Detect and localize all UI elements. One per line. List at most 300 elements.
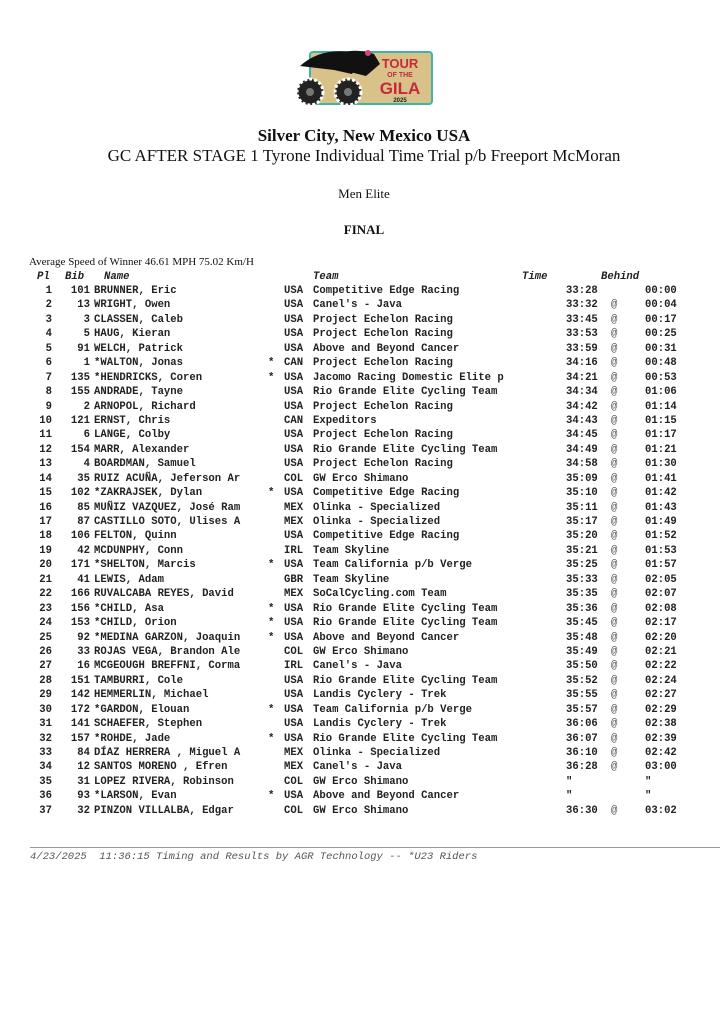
time: 35:09 xyxy=(566,472,598,485)
status-label: FINAL xyxy=(343,222,385,237)
country: USA xyxy=(284,559,304,572)
u23-marker: * xyxy=(268,617,275,630)
time: 34:21 xyxy=(566,371,598,384)
at-marker: @ xyxy=(611,559,618,572)
table-row xyxy=(0,689,728,703)
at-marker: @ xyxy=(611,674,618,687)
table-row xyxy=(0,473,728,487)
time-behind: 01:49 xyxy=(645,516,677,528)
country: USA xyxy=(284,429,304,442)
rider-name: LOPEZ RIVERA, Robinson xyxy=(94,775,234,788)
team-name: GW Erco Shimano xyxy=(313,645,409,658)
bib: 171 xyxy=(70,559,90,572)
place: 23 xyxy=(39,602,52,615)
team-name: Competitive Edge Racing xyxy=(313,530,460,543)
place: 34 xyxy=(39,761,52,774)
rider-name: PINZON VILLALBA, Edgar xyxy=(94,804,234,817)
bib: 92 xyxy=(77,631,90,644)
time-behind: " xyxy=(645,790,652,803)
time-behind: 00:17 xyxy=(645,313,677,326)
bib: 102 xyxy=(70,487,90,500)
rider-name: *SHELTON, Marcis xyxy=(94,559,196,572)
bib: 85 xyxy=(77,501,90,514)
place: 10 xyxy=(39,414,52,427)
team-name: Rio Grande Elite Cycling Team xyxy=(313,617,498,630)
table-row xyxy=(0,733,728,747)
team-name: Above and Beyond Cancer xyxy=(313,631,460,644)
table-row xyxy=(0,386,728,400)
at-marker: @ xyxy=(611,400,618,413)
bib: 93 xyxy=(77,790,90,803)
table-row xyxy=(0,285,728,299)
time-behind: 02:17 xyxy=(645,617,677,630)
team-name: Expeditors xyxy=(313,414,377,427)
bib: 42 xyxy=(77,544,90,557)
bib: 91 xyxy=(77,342,90,355)
rider-name: *GARDON, Elouan xyxy=(94,703,190,716)
bib: 141 xyxy=(70,718,90,731)
country: USA xyxy=(284,342,304,355)
logo-line3: GILA xyxy=(379,79,421,98)
at-marker: @ xyxy=(611,429,618,442)
at-marker: @ xyxy=(611,631,618,644)
table-row xyxy=(0,704,728,718)
cyclist-logo-icon xyxy=(290,44,436,108)
bib: 142 xyxy=(70,689,90,702)
place: 27 xyxy=(39,660,52,673)
country: USA xyxy=(284,790,304,803)
u23-marker: * xyxy=(268,732,275,745)
category-label: Men Elite xyxy=(338,186,390,201)
at-marker: @ xyxy=(611,732,618,745)
team-name: Project Echelon Racing xyxy=(313,429,453,442)
time: 35:10 xyxy=(566,487,598,500)
time: " xyxy=(566,790,573,803)
table-row xyxy=(0,632,728,646)
team-name: SoCalCycling.com Team xyxy=(313,588,447,601)
country: MEX xyxy=(284,761,304,774)
bib: 13 xyxy=(77,299,90,312)
col-behind: Behind xyxy=(601,271,640,283)
rider-name: RUVALCABA REYES, David xyxy=(94,588,234,601)
country: COL xyxy=(284,645,304,658)
table-row xyxy=(0,718,728,732)
time: 35:55 xyxy=(566,689,598,702)
country: CAN xyxy=(284,357,304,370)
place: 21 xyxy=(39,573,52,586)
place: 7 xyxy=(45,371,52,384)
bib: 5 xyxy=(83,328,90,341)
time-behind: 00:48 xyxy=(645,357,677,370)
bib: 1 xyxy=(83,357,90,370)
at-marker: @ xyxy=(611,414,618,427)
table-row xyxy=(0,328,728,342)
stage-title: GC AFTER STAGE 1 Tyrone Individual Time Trial p/b Freeport McMoran xyxy=(107,146,621,165)
time-behind: 02:21 xyxy=(645,645,677,658)
at-marker: @ xyxy=(611,718,618,731)
team-name: Project Echelon Racing xyxy=(313,357,453,370)
at-marker: @ xyxy=(611,804,618,817)
country: COL xyxy=(284,804,304,817)
time: 35:52 xyxy=(566,674,598,687)
place: 4 xyxy=(45,328,52,341)
time: 34:42 xyxy=(566,400,598,413)
at-marker: @ xyxy=(611,544,618,557)
table-row xyxy=(0,299,728,313)
time-behind: 01:53 xyxy=(645,544,677,557)
place: 16 xyxy=(39,501,52,514)
country: USA xyxy=(284,371,304,384)
team-name: Canel's - Java xyxy=(313,299,403,312)
country: USA xyxy=(284,386,304,399)
team-name: Olinka - Specialized xyxy=(313,516,441,528)
rider-name: LEWIS, Adam xyxy=(94,573,164,586)
tour-of-the-gila-logo xyxy=(290,44,436,108)
country: MEX xyxy=(284,516,304,528)
rider-name: *HENDRICKS, Coren xyxy=(94,371,203,384)
table-row xyxy=(0,603,728,617)
country: GBR xyxy=(284,573,304,586)
time: 34:58 xyxy=(566,458,598,471)
col-time: Time xyxy=(522,271,548,283)
time: 35:36 xyxy=(566,602,598,615)
bib: 172 xyxy=(70,703,90,716)
country: USA xyxy=(284,602,304,615)
rider-name: *ZAKRAJSEK, Dylan xyxy=(94,487,203,500)
rider-name: DÍAZ HERRERA , Miguel A xyxy=(94,747,241,759)
country: USA xyxy=(284,718,304,731)
time: 35:49 xyxy=(566,645,598,658)
team-name: GW Erco Shimano xyxy=(313,804,409,817)
team-name: Rio Grande Elite Cycling Team xyxy=(313,602,498,615)
at-marker: @ xyxy=(611,645,618,658)
time: 35:57 xyxy=(566,703,598,716)
time-behind: " xyxy=(645,775,652,788)
place: 35 xyxy=(39,775,52,788)
at-marker: @ xyxy=(611,342,618,355)
u23-marker: * xyxy=(268,357,275,370)
country: USA xyxy=(284,299,304,312)
u23-marker: * xyxy=(268,602,275,615)
rider-name: *MEDINA GARZON, Joaquin xyxy=(94,631,241,644)
table-row xyxy=(0,357,728,371)
time: 36:06 xyxy=(566,718,598,731)
team-name: Project Echelon Racing xyxy=(313,400,453,413)
at-marker: @ xyxy=(611,328,618,341)
team-name: Rio Grande Elite Cycling Team xyxy=(313,443,498,456)
bib: 4 xyxy=(83,458,90,471)
rider-name: MCDUNPHY, Conn xyxy=(94,544,184,557)
place: 11 xyxy=(39,429,52,442)
rider-name: SANTOS MORENO , Efren xyxy=(94,761,228,774)
table-row xyxy=(0,343,728,357)
place: 9 xyxy=(45,400,52,413)
bib: 12 xyxy=(77,761,90,774)
place: 5 xyxy=(45,342,52,355)
table-row xyxy=(0,487,728,501)
time: 35:35 xyxy=(566,588,598,601)
table-row xyxy=(0,415,728,429)
table-row xyxy=(0,530,728,544)
at-marker: @ xyxy=(611,313,618,326)
bib: 135 xyxy=(70,371,90,384)
team-name: Rio Grande Elite Cycling Team xyxy=(313,732,498,745)
team-name: Team California p/b Verge xyxy=(313,703,472,716)
table-row xyxy=(0,516,728,530)
time: 35:25 xyxy=(566,559,598,572)
table-row xyxy=(0,502,728,516)
rider-name: LANGE, Colby xyxy=(94,429,171,442)
at-marker: @ xyxy=(611,530,618,543)
table-row xyxy=(0,401,728,415)
at-marker: @ xyxy=(611,761,618,774)
time-behind: 01:15 xyxy=(645,414,677,427)
time-behind: 03:00 xyxy=(645,761,677,774)
place: 26 xyxy=(39,645,52,658)
time-behind: 00:00 xyxy=(645,285,677,297)
rider-name: ARNOPOL, Richard xyxy=(94,400,196,413)
time: 36:10 xyxy=(566,747,598,759)
col-name: Name xyxy=(104,271,130,283)
table-row xyxy=(0,790,728,804)
at-marker: @ xyxy=(611,689,618,702)
rider-name: CLASSEN, Caleb xyxy=(94,313,184,326)
country: USA xyxy=(284,458,304,471)
u23-marker: * xyxy=(268,703,275,716)
rider-name: ERNST, Chris xyxy=(94,414,171,427)
team-name: Landis Cyclery - Trek xyxy=(313,718,447,731)
time: 34:34 xyxy=(566,386,598,399)
team-name: Landis Cyclery - Trek xyxy=(313,689,447,702)
team-name: Project Echelon Racing xyxy=(313,328,453,341)
table-row xyxy=(0,805,728,819)
team-name: Project Echelon Racing xyxy=(313,458,453,471)
time-behind: 02:42 xyxy=(645,747,677,759)
time-behind: 01:17 xyxy=(645,429,677,442)
at-marker: @ xyxy=(611,703,618,716)
time-behind: 01:30 xyxy=(645,458,677,471)
team-name: Above and Beyond Cancer xyxy=(313,342,460,355)
place: 24 xyxy=(39,617,52,630)
u23-marker: * xyxy=(268,631,275,644)
col-team: Team xyxy=(313,271,339,283)
table-row xyxy=(0,646,728,660)
at-marker: @ xyxy=(611,458,618,471)
table-row xyxy=(0,372,728,386)
rider-name: *WALTON, Jonas xyxy=(94,357,184,370)
time: 34:16 xyxy=(566,357,598,370)
bib: 31 xyxy=(77,775,90,788)
country: MEX xyxy=(284,588,304,601)
bib: 35 xyxy=(77,472,90,485)
place: 30 xyxy=(39,703,52,716)
rider-name: HEMMERLIN, Michael xyxy=(94,689,209,702)
rider-name: HAUG, Kieran xyxy=(94,328,171,341)
bib: 151 xyxy=(70,674,90,687)
country: USA xyxy=(284,443,304,456)
at-marker: @ xyxy=(611,516,618,528)
country: IRL xyxy=(284,544,304,557)
place: 33 xyxy=(39,747,52,759)
rider-name: *CHILD, Asa xyxy=(94,602,164,615)
rider-name: *LARSON, Evan xyxy=(94,790,177,803)
country: USA xyxy=(284,487,304,500)
time: 33:53 xyxy=(566,328,598,341)
country: USA xyxy=(284,530,304,543)
at-marker: @ xyxy=(611,617,618,630)
at-marker: @ xyxy=(611,357,618,370)
time: 34:45 xyxy=(566,429,598,442)
table-row xyxy=(0,617,728,631)
time-behind: 01:52 xyxy=(645,530,677,543)
country: COL xyxy=(284,472,304,485)
time-behind: 02:29 xyxy=(645,703,677,716)
at-marker: @ xyxy=(611,747,618,759)
team-name: Canel's - Java xyxy=(313,761,403,774)
bib: 156 xyxy=(70,602,90,615)
at-marker: @ xyxy=(611,472,618,485)
time: 34:43 xyxy=(566,414,598,427)
footer-text: 4/23/2025 11:36:15 Timing and Results by AGR Technology -- *U23 Riders xyxy=(30,851,478,863)
bib: 101 xyxy=(70,285,90,297)
time: " xyxy=(566,775,573,788)
at-marker: @ xyxy=(611,386,618,399)
team-name: Team Skyline xyxy=(313,544,390,557)
table-row xyxy=(0,776,728,790)
team-name: GW Erco Shimano xyxy=(313,472,409,485)
time: 33:28 xyxy=(566,285,598,297)
place: 6 xyxy=(45,357,52,370)
time: 33:59 xyxy=(566,342,598,355)
bib: 155 xyxy=(70,386,90,399)
bib: 16 xyxy=(77,660,90,673)
bib: 157 xyxy=(70,732,90,745)
place: 17 xyxy=(39,516,52,528)
time-behind: 02:24 xyxy=(645,674,677,687)
bib: 84 xyxy=(77,747,90,759)
time-behind: 01:43 xyxy=(645,501,677,514)
time-behind: 01:41 xyxy=(645,472,677,485)
place: 12 xyxy=(39,443,52,456)
rider-name: BRUNNER, Eric xyxy=(94,285,177,297)
country: USA xyxy=(284,328,304,341)
at-marker: @ xyxy=(611,371,618,384)
time-behind: 00:31 xyxy=(645,342,677,355)
time: 35:50 xyxy=(566,660,598,673)
team-name: Above and Beyond Cancer xyxy=(313,790,460,803)
logo-line1: TOUR xyxy=(381,56,419,71)
table-row xyxy=(0,429,728,443)
time: 36:30 xyxy=(566,804,598,817)
rider-name: WRIGHT, Owen xyxy=(94,299,171,312)
country: USA xyxy=(284,631,304,644)
bib: 106 xyxy=(70,530,90,543)
time-behind: 02:05 xyxy=(645,573,677,586)
country: USA xyxy=(284,617,304,630)
time: 35:11 xyxy=(566,501,598,514)
place: 18 xyxy=(39,530,52,543)
country: MEX xyxy=(284,747,304,759)
location-title: Silver City, New Mexico USA xyxy=(257,126,471,145)
place: 1 xyxy=(45,285,52,297)
time-behind: 00:04 xyxy=(645,299,677,312)
rider-name: WELCH, Patrick xyxy=(94,342,184,355)
bib: 153 xyxy=(70,617,90,630)
at-marker: @ xyxy=(611,573,618,586)
bib: 33 xyxy=(77,645,90,658)
time: 35:33 xyxy=(566,573,598,586)
time-behind: 01:21 xyxy=(645,443,677,456)
u23-marker: * xyxy=(268,371,275,384)
logo-line2: OF THE xyxy=(387,72,413,79)
team-name: Olinka - Specialized xyxy=(313,747,441,759)
team-name: Rio Grande Elite Cycling Team xyxy=(313,674,498,687)
country: USA xyxy=(284,689,304,702)
bib: 154 xyxy=(70,443,90,456)
table-row xyxy=(0,574,728,588)
time-behind: 01:57 xyxy=(645,559,677,572)
bib: 3 xyxy=(83,313,90,326)
time-behind: 02:07 xyxy=(645,588,677,601)
place: 32 xyxy=(39,732,52,745)
time-behind: 02:27 xyxy=(645,689,677,702)
place: 13 xyxy=(39,458,52,471)
team-name: Competitive Edge Racing xyxy=(313,285,460,297)
rider-name: MARR, Alexander xyxy=(94,443,190,456)
time-behind: 00:25 xyxy=(645,328,677,341)
bib: 166 xyxy=(70,588,90,601)
place: 31 xyxy=(39,718,52,731)
place: 37 xyxy=(39,804,52,817)
at-marker: @ xyxy=(611,602,618,615)
results-table xyxy=(0,285,728,819)
rider-name: *ROHDE, Jade xyxy=(94,732,171,745)
time: 36:28 xyxy=(566,761,598,774)
average-speed: Average Speed of Winner 46.61 MPH 75.02 Km/H xyxy=(29,256,254,268)
time: 35:48 xyxy=(566,631,598,644)
team-name: Project Echelon Racing xyxy=(313,313,453,326)
place: 8 xyxy=(45,386,52,399)
bib: 87 xyxy=(77,516,90,528)
time-behind: 02:38 xyxy=(645,718,677,731)
table-row xyxy=(0,747,728,761)
time-behind: 02:08 xyxy=(645,602,677,615)
place: 3 xyxy=(45,313,52,326)
country: USA xyxy=(284,703,304,716)
time-behind: 01:14 xyxy=(645,400,677,413)
u23-marker: * xyxy=(268,487,275,500)
time-behind: 03:02 xyxy=(645,804,677,817)
table-row xyxy=(0,660,728,674)
rider-name: RUIZ ACUÑA, Jeferson Ar xyxy=(94,472,241,485)
place: 25 xyxy=(39,631,52,644)
team-name: Rio Grande Elite Cycling Team xyxy=(313,386,498,399)
country: MEX xyxy=(284,501,304,514)
col-pl: Pl xyxy=(37,271,50,283)
rider-name: TAMBURRI, Cole xyxy=(94,674,184,687)
rider-name: BOARDMAN, Samuel xyxy=(94,458,196,471)
rider-name: *CHILD, Orion xyxy=(94,617,177,630)
rider-name: MUÑIZ VAZQUEZ, José Ram xyxy=(94,501,241,514)
country: USA xyxy=(284,674,304,687)
team-name: Canel's - Java xyxy=(313,660,403,673)
table-row xyxy=(0,458,728,472)
table-row xyxy=(0,545,728,559)
country: USA xyxy=(284,400,304,413)
team-name: Olinka - Specialized xyxy=(313,501,441,514)
at-marker: @ xyxy=(611,487,618,500)
country: USA xyxy=(284,732,304,745)
